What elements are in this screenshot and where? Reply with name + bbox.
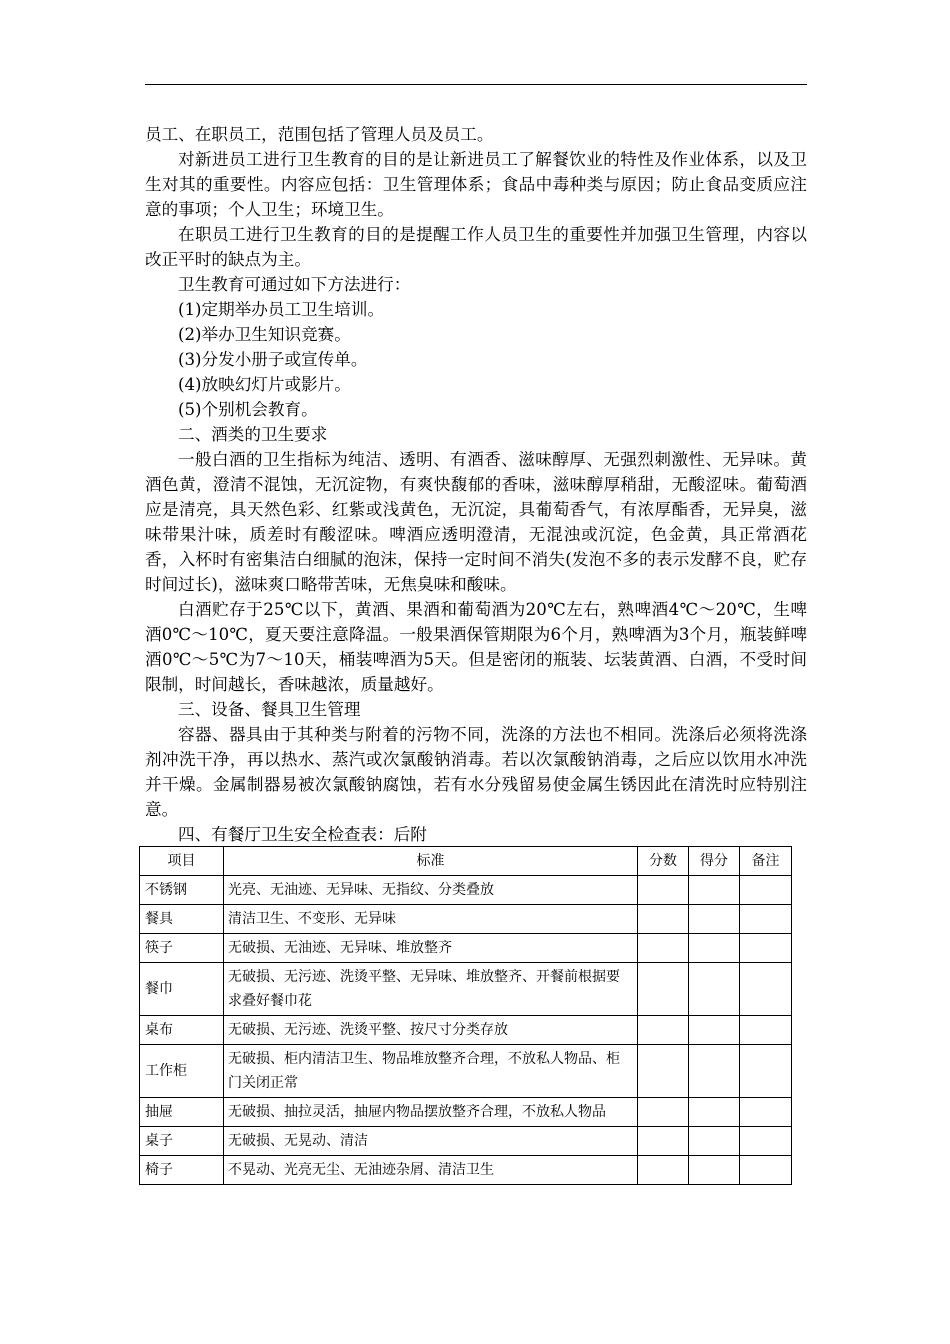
table-header-row [140, 847, 792, 876]
row-score [638, 963, 689, 1016]
row-remarks [740, 1098, 792, 1127]
row-points [689, 934, 740, 963]
row-remarks [740, 963, 792, 1016]
row-standard: 无破损、抽拉灵活，抽屉内物品摆放整齐合理，不放私人物品 [224, 1098, 638, 1127]
paragraph: (4)放映幻灯片或影片。 [178, 375, 351, 394]
row-points [689, 905, 740, 934]
row-item: 餐具 [140, 905, 224, 934]
row-score [638, 1156, 689, 1185]
row-item: 工作柜 [140, 1045, 224, 1098]
row-standard: 无破损、无污迹、洗烫平整、按尺寸分类存放 [224, 1016, 638, 1045]
hygiene-checklist-table [139, 846, 792, 1185]
row-points [689, 1016, 740, 1045]
paragraph: (5)个别机会教育。 [178, 400, 318, 419]
row-item: 抽屉 [140, 1098, 224, 1127]
row-score [638, 1098, 689, 1127]
row-score [638, 934, 689, 963]
table-row [140, 905, 792, 934]
header-points: 得分 [689, 847, 740, 876]
row-score [638, 1127, 689, 1156]
paragraph: 一般白酒的卫生指标为纯洁、透明、有酒香、滋味醇厚、无强烈刺激性、无异味。黄酒色黄，澄清不混蚀，无沉淀物，有爽快馥郁的香味，滋味醇厚稍甜，无酸涩味。葡萄酒应是清亮，具天然色彩、红紫或浅黄色，无沉淀，具葡萄香气，有浓厚酯香，无异臭，滋味带果汁味，质差时有酸涩味。啤酒应透明澄清，无混浊或沉淀，色金黄，具正常酒花香，入杯时有密集洁白细腻的泡沫，保持一定时间不消失(发泡不多的表示发酵不良，贮存时间过长)，滋味爽口略带苦味，无焦臭味和酸味。 [145, 450, 807, 594]
table-row [140, 1045, 792, 1098]
row-item: 筷子 [140, 934, 224, 963]
paragraph: 对新进员工进行卫生教育的目的是让新进员工了解餐饮业的特性及作业体系，以及卫生对其的重要性。内容应包括：卫生管理体系；食品中毒种类与原因；防止食品变质应注意的事项；个人卫生；环境卫生。 [145, 150, 807, 219]
header-remarks: 备注 [740, 847, 792, 876]
row-standard: 无破损、柜内清洁卫生、物品堆放整齐合理，不放私人物品、柜门关闭正常 [224, 1045, 638, 1098]
row-remarks [740, 1016, 792, 1045]
table-row [140, 934, 792, 963]
header-standard: 标准 [224, 847, 638, 876]
row-item: 不锈钢 [140, 876, 224, 905]
paragraph: 卫生教育可通过如下方法进行： [178, 275, 411, 294]
row-item: 椅子 [140, 1156, 224, 1185]
row-score [638, 876, 689, 905]
row-remarks [740, 1156, 792, 1185]
header-score: 分数 [638, 847, 689, 876]
row-points [689, 876, 740, 905]
row-remarks [740, 1127, 792, 1156]
row-item: 餐巾 [140, 963, 224, 1016]
paragraph: 白酒贮存于25℃以下，黄酒、果酒和葡萄酒为20℃左右，熟啤酒4℃～20℃，生啤酒0℃～10℃，夏天要注意降温。一般果酒保管期限为6个月，熟啤酒为3个月，瓶装鲜啤酒0℃～5℃为7～10天，桶装啤酒为5天。但是密闭的瓶装、坛装黄酒、白酒，不受时间限制，时间越长，香味越浓，质量越好。 [145, 600, 807, 694]
table-row [140, 1156, 792, 1185]
row-points [689, 1098, 740, 1127]
row-points [689, 1045, 740, 1098]
header-rule [145, 84, 807, 85]
paragraph: 三、设备、餐具卫生管理 [178, 700, 361, 719]
document-body [145, 122, 807, 847]
row-remarks [740, 934, 792, 963]
paragraph: (1)定期举办员工卫生培训。 [178, 300, 385, 319]
row-points [689, 963, 740, 1016]
paragraph: 容器、器具由于其种类与附着的污物不同，洗涤的方法也不相同。洗涤后必须将洗涤剂冲洗干净，再以热水、蒸汽或次氯酸钠消毒。若以次氯酸钠消毒，之后应以饮用水冲洗并干燥。金属制器易被次氯酸钠腐蚀，若有水分残留易使金属生锈因此在清洗时应特别注意。 [145, 725, 807, 819]
row-standard: 无破损、无油迹、无异味、堆放整齐 [224, 934, 638, 963]
row-item: 桌布 [140, 1016, 224, 1045]
row-points [689, 1127, 740, 1156]
row-remarks [740, 905, 792, 934]
table-row [140, 1016, 792, 1045]
row-standard: 不晃动、光亮无尘、无油迹杂屑、清洁卫生 [224, 1156, 638, 1185]
row-points [689, 1156, 740, 1185]
row-standard: 无破损、无污迹、洗烫平整、无异味、堆放整齐、开餐前根据要求叠好餐巾花 [224, 963, 638, 1016]
row-score [638, 1045, 689, 1098]
paragraph: 四、有餐厅卫生安全检查表：后附 [178, 825, 427, 844]
row-remarks [740, 876, 792, 905]
header-item: 项目 [140, 847, 224, 876]
table-row [140, 876, 792, 905]
row-remarks [740, 1045, 792, 1098]
paragraph: (3)分发小册子或宣传单。 [178, 350, 368, 369]
paragraph: (2)举办卫生知识竞赛。 [178, 325, 351, 344]
row-standard: 无破损、无晃动、清洁 [224, 1127, 638, 1156]
row-score [638, 1016, 689, 1045]
paragraph: 在职员工进行卫生教育的目的是提醒工作人员卫生的重要性并加强卫生管理，内容以改正平时的缺点为主。 [145, 225, 807, 269]
row-score [638, 905, 689, 934]
table-body [140, 876, 792, 1185]
row-item: 桌子 [140, 1127, 224, 1156]
row-standard: 清洁卫生、不变形、无异味 [224, 905, 638, 934]
paragraph: 员工、在职员工，范围包括了管理人员及员工。 [145, 125, 494, 144]
table-row [140, 1127, 792, 1156]
table-row [140, 963, 792, 1016]
row-standard: 光亮、无油迹、无异味、无指纹、分类叠放 [224, 876, 638, 905]
paragraph: 二、酒类的卫生要求 [178, 425, 328, 444]
table-row [140, 1098, 792, 1127]
